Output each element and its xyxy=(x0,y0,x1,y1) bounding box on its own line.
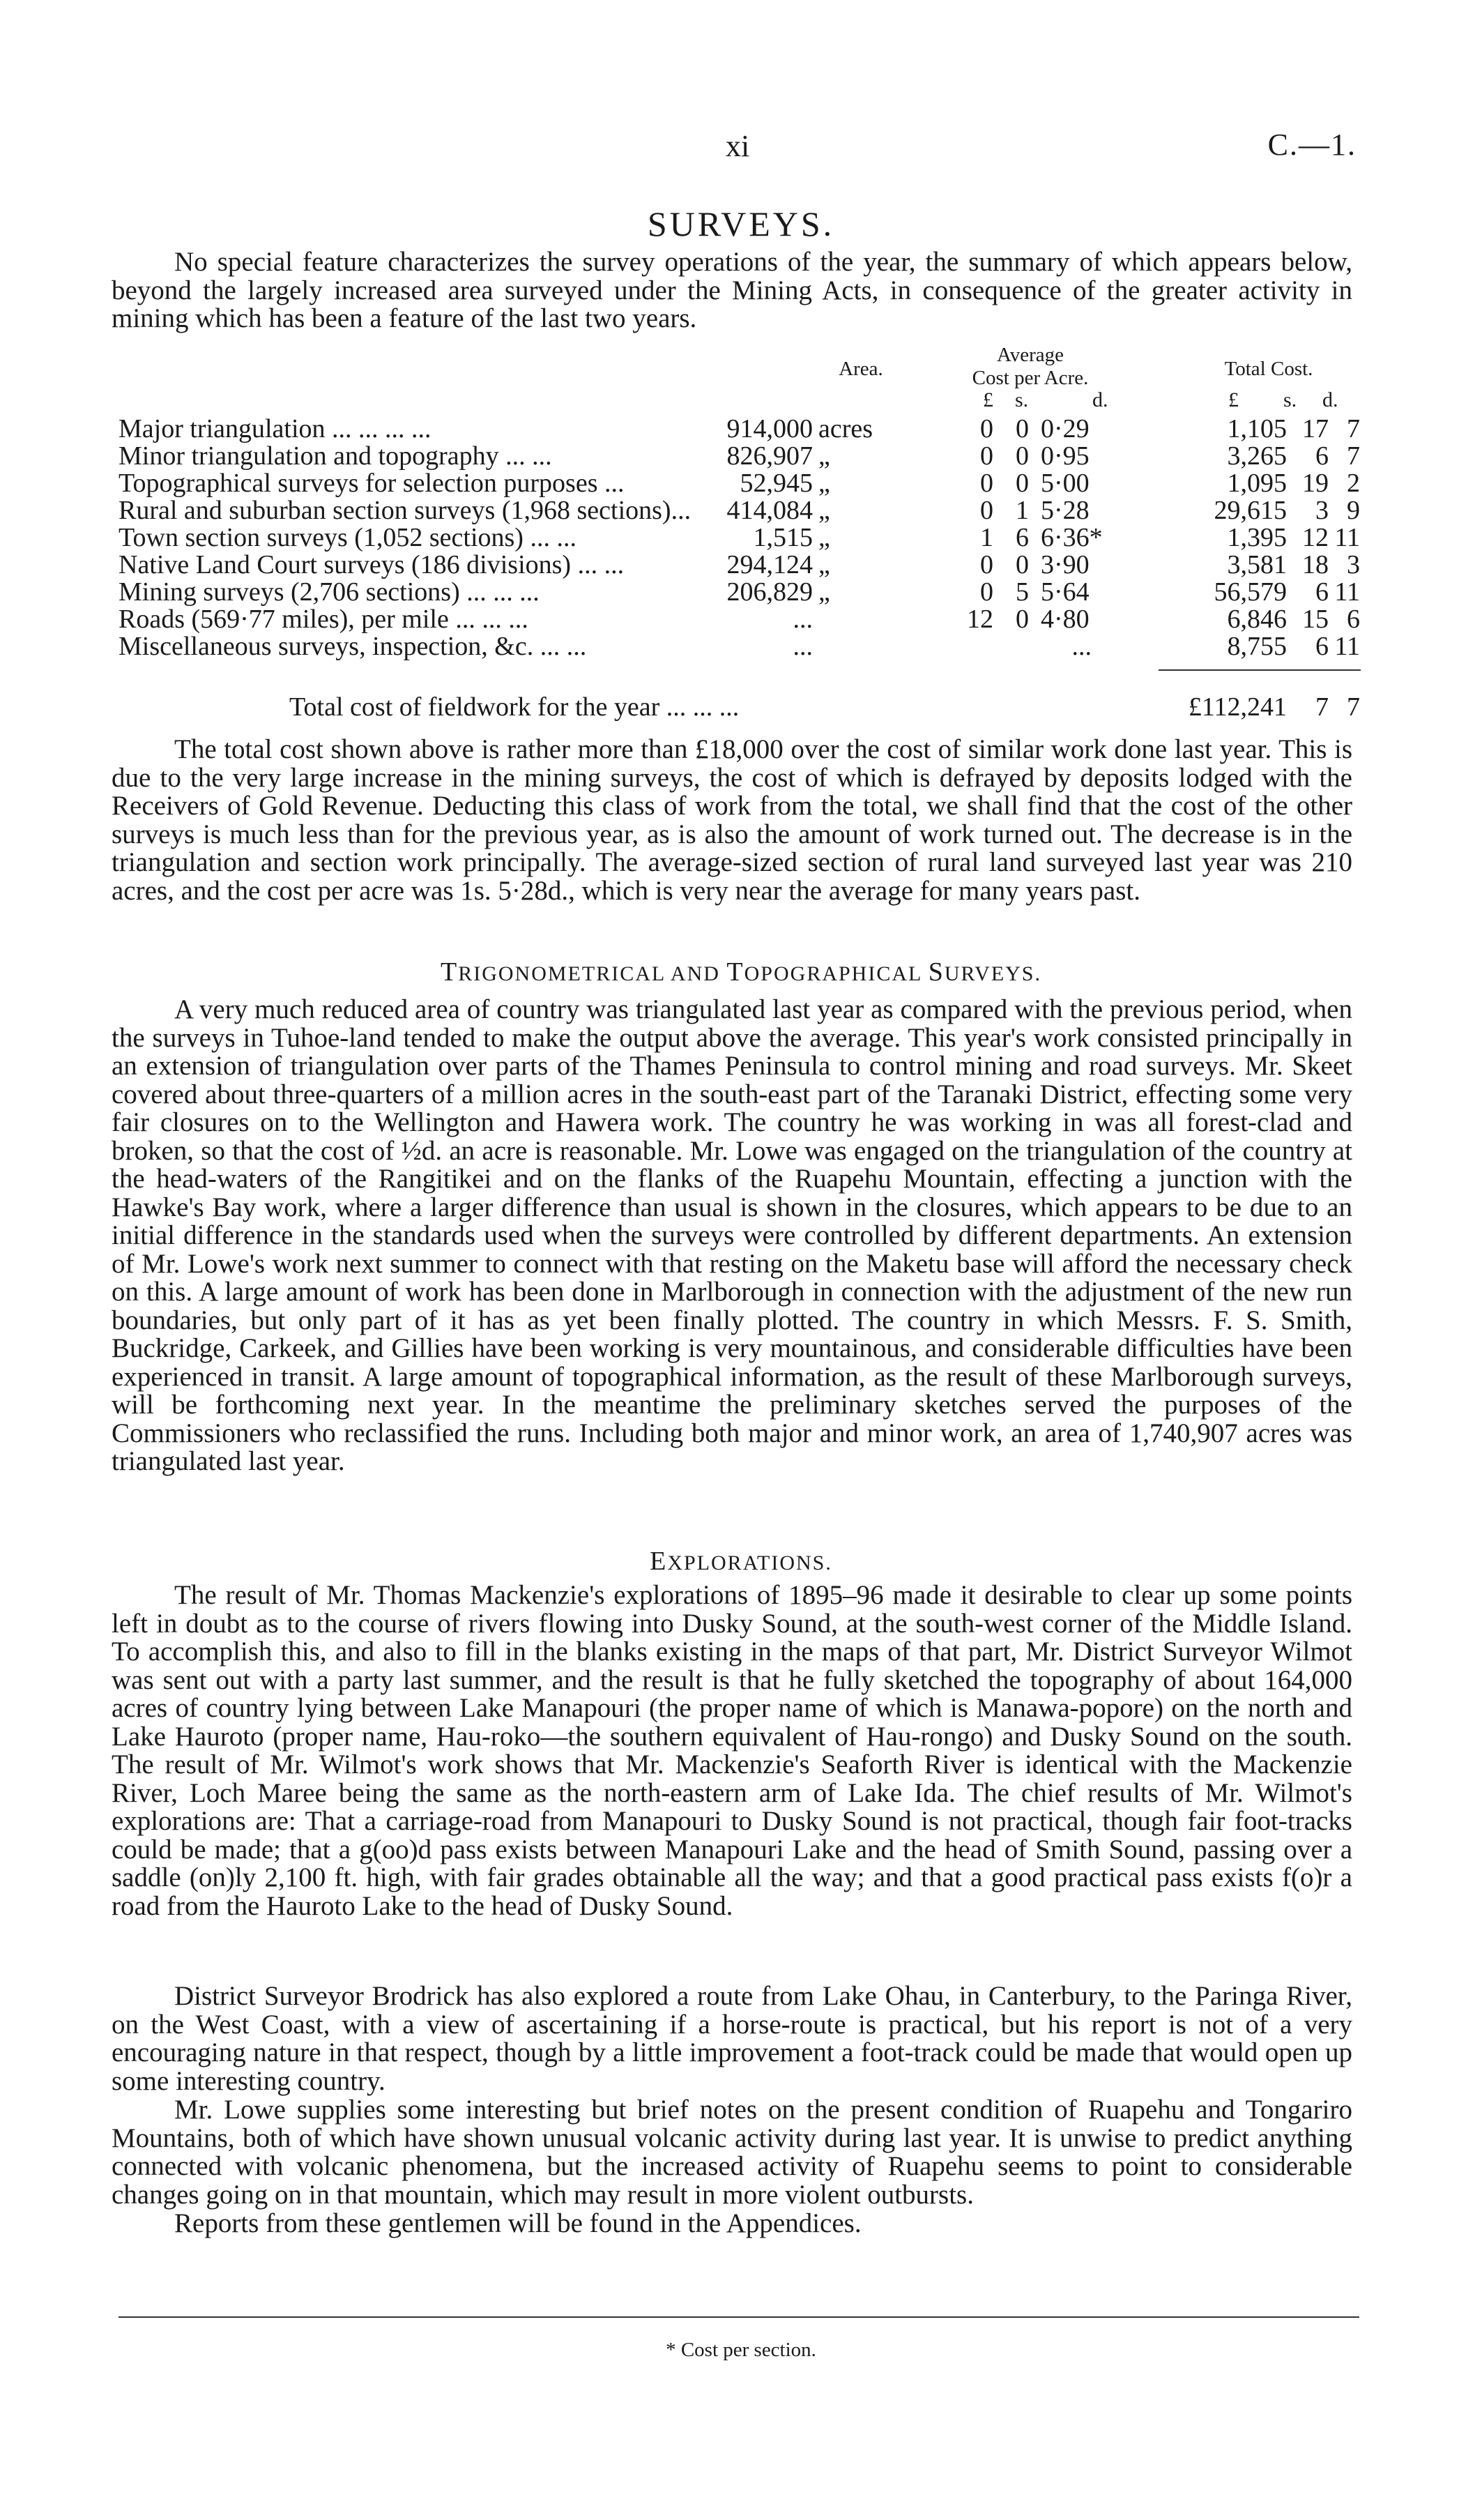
unit-total-pounds: £ xyxy=(1228,388,1239,411)
row-total-pence: 11 xyxy=(1334,523,1360,552)
row-area: 52,945 xyxy=(740,469,813,498)
row-shillings: 0 xyxy=(1016,469,1029,498)
row-total-shillings: 15 xyxy=(1302,605,1329,634)
table-header-total: Total Cost. xyxy=(1224,358,1313,380)
table-header-average xyxy=(947,344,1114,390)
row-unit: „ xyxy=(818,496,830,525)
explorations-paragraph-3: Mr. Lowe supplies some interesting but brief notes on the present condition of Ruapehu and Tongariro Mountains, both of which have shown unusual volcanic activity during last year. It is unwise to predict anything connected with volcanic phenomena, but the increased activity of Ruapehu seems to point to considerable changes going on in that mountain, which may result in more violent outbursts. xyxy=(112,2095,1352,2210)
trigonometrical-paragraph: A very much reduced area of country was triangulated last year as compared with the previous period, when the surveys in Tuhoe-land tended to make the output above the average. This year's work consisted principally in an extension of triangulation over parts of the Thames Peninsula to control mining and road surveys. Mr. Skeet covered about three-quarters of a million acres in the south-east part of the Taranaki District, effecting some very fair closures on to the Wellington and Hawera work. The country he was working in was all forest-clad and broken, so that the cost of ½d. an acre is reasonable. Mr. Lowe was engaged on the triangulation of the country at the head-waters of the Rangitikei and on the flanks of the Ruapehu Mountain, effecting a junction with the Hawke's Bay work, where a larger difference than usual is shown in the closures, which appears to be due to an initial difference in the standards used when the surveys were controlled by different departments. An extension of Mr. Lowe's work next summer to connect with that resting on the Maketu base will afford the necessary check on this. A large amount of work has been done in Marlborough in connection with the adjustment of the new run boundaries, but only part of it has as yet been finally plotted. The country in which Messrs. F. S. Smith, Buckridge, Carkeek, and Gillies have been working is very mountainous, and considerable difficulties have been experienced in transit. A large amount of topographical information, as the result of these Marlborough surveys, will be forthcoming next year. In the meantime the preliminary sketches served the purposes of the Commissioners who reclassified the runs. Including both major and minor work, an area of 1,740,907 acres was triangulated last year. xyxy=(112,994,1352,1476)
row-area: ... xyxy=(793,605,813,634)
row-unit: acres xyxy=(818,414,873,443)
table-row xyxy=(0,579,1482,605)
total-shillings: 7 xyxy=(1315,692,1329,722)
row-total-shillings: 18 xyxy=(1302,550,1329,579)
row-total-shillings: 3 xyxy=(1315,496,1329,525)
row-area: 914,000 xyxy=(726,414,813,443)
heading-letter: E xyxy=(650,1547,668,1576)
row-total-pence: 9 xyxy=(1347,496,1360,525)
total-label: Total cost of fieldwork for the year ... ... ... xyxy=(289,692,740,722)
row-unit: „ xyxy=(818,469,830,498)
row-total-pounds: 3,265 xyxy=(1227,441,1287,471)
row-total-pounds: 1,105 xyxy=(1227,414,1287,443)
table-row xyxy=(0,633,1482,660)
row-shillings: 5 xyxy=(1016,577,1029,607)
row-total-pence: 6 xyxy=(1347,605,1360,634)
row-total-shillings: 6 xyxy=(1315,632,1329,661)
row-unit: „ xyxy=(818,577,830,607)
row-total-pounds: 3,581 xyxy=(1227,550,1287,579)
row-label: Rural and suburban section surveys (1,968 sections)... xyxy=(119,496,692,525)
table-units-row xyxy=(0,387,1482,413)
heading-text: RIGONOMETRICAL AND xyxy=(458,962,727,985)
row-area: 206,829 xyxy=(726,577,813,607)
row-total-pounds: 29,615 xyxy=(1214,496,1287,525)
heading-text: OPOGRAPHICAL xyxy=(744,962,929,985)
row-unit: „ xyxy=(818,523,830,552)
row-total-pounds: 56,579 xyxy=(1214,577,1287,607)
row-total-pence: 7 xyxy=(1347,441,1360,471)
section-heading-trigonometrical xyxy=(0,957,1482,987)
row-total-pence: 3 xyxy=(1347,550,1360,579)
row-area: 294,124 xyxy=(726,550,813,579)
footnote: * Cost per section. xyxy=(666,2339,816,2361)
row-pounds: 0 xyxy=(980,496,993,525)
explorations-paragraph-2: District Surveyor Brodrick has also explored a route from Lake Ohau, in Canterbury, to the Paringa River, on the West Coast, with a view of ascertaining if a horse-route is practical, but his report is not of a very encouraging nature in that respect, though by a little improvement a foot-track could be made that would open up some interesting country. xyxy=(112,1981,1352,2096)
row-pence: 4·80 xyxy=(1041,605,1090,634)
page-title: SURVEYS. xyxy=(647,204,835,243)
table-row xyxy=(0,416,1482,442)
row-pounds: 0 xyxy=(980,550,993,579)
table-row xyxy=(0,552,1482,578)
table-row xyxy=(0,524,1482,551)
table-row xyxy=(0,443,1482,469)
total-pounds: £112,241 xyxy=(1188,692,1287,722)
row-label: Topographical surveys for selection purposes ... xyxy=(119,469,625,498)
row-pence: 0·29 xyxy=(1041,414,1090,443)
document-reference: C.—1. xyxy=(1267,128,1357,162)
row-unit: „ xyxy=(818,441,830,471)
row-pence: 5·00 xyxy=(1041,469,1090,498)
row-total-pence: 7 xyxy=(1347,414,1360,443)
row-total-shillings: 6 xyxy=(1315,441,1329,471)
row-label: Roads (569·77 miles), per mile ... ... ... xyxy=(119,605,528,634)
row-pence: 3·90 xyxy=(1041,550,1090,579)
table-header-average-line1: Average xyxy=(996,344,1064,366)
unit-total-pence: d. xyxy=(1322,388,1338,411)
unit-total-shillings: s. xyxy=(1283,388,1297,411)
row-pence: 5·28 xyxy=(1041,496,1090,525)
row-total-pounds: 1,095 xyxy=(1227,469,1287,498)
explorations-paragraph-4: Reports from these gentlemen will be found in the Appendices. xyxy=(174,2208,862,2238)
page-number: xi xyxy=(726,129,750,163)
row-shillings: 0 xyxy=(1016,605,1029,634)
total-cost-paragraph: The total cost shown above is rather more than £18,000 over the cost of similar work done last year. This is due to the very large increase in the mining surveys, the cost of which is defrayed by deposits lodged with the Receivers of Gold Revenue. Deducting this class of work from the total, we shall find that the cost of the other surveys is much less than for the previous year, as is also the amount of work turned out. The decrease is in the triangulation and section work principally. The average-sized section of rural land surveyed last year was 210 acres, and the cost per acre was 1s. 5·28d., which is very near the average for many years past. xyxy=(112,734,1352,906)
row-label: Minor triangulation and topography ... ... xyxy=(119,441,552,471)
row-pounds: 0 xyxy=(980,414,993,443)
unit-pence: d. xyxy=(1092,388,1108,411)
row-label: Miscellaneous surveys, inspection, &c. ... ... xyxy=(119,632,587,661)
row-label: Town section surveys (1,052 sections) ... ... xyxy=(119,523,576,552)
total-rule xyxy=(1159,669,1361,671)
heading-text: URVEYS. xyxy=(944,962,1041,985)
row-total-shillings: 6 xyxy=(1315,577,1329,607)
section-heading-explorations xyxy=(0,1546,1482,1577)
row-total-shillings: 19 xyxy=(1302,469,1329,498)
row-total-pounds: 6,846 xyxy=(1227,605,1287,634)
table-row xyxy=(0,470,1482,496)
row-shillings: 6 xyxy=(1016,523,1029,552)
row-shillings: 0 xyxy=(1016,441,1029,471)
row-area: 826,907 xyxy=(726,441,813,471)
row-pence: 5·64 xyxy=(1041,577,1090,607)
row-label: Native Land Court surveys (186 divisions) ... ... xyxy=(119,550,625,579)
unit-shillings: s. xyxy=(1015,388,1029,411)
row-total-shillings: 12 xyxy=(1302,523,1329,552)
footnote-rule xyxy=(119,2316,1359,2318)
row-shillings: ... xyxy=(1071,632,1092,661)
row-label: Mining surveys (2,706 sections) ... ... ... xyxy=(119,577,540,607)
row-area: 414,084 xyxy=(726,496,813,525)
table-row xyxy=(0,497,1482,524)
table-row xyxy=(0,606,1482,632)
row-pence: 0·95 xyxy=(1041,441,1090,471)
table-header-average-line2: Cost per Acre. xyxy=(972,367,1089,389)
row-total-pence: 11 xyxy=(1334,577,1360,607)
row-label: Major triangulation ... ... ... ... xyxy=(119,414,431,443)
row-total-pence: 11 xyxy=(1334,632,1360,661)
row-total-pence: 2 xyxy=(1347,469,1360,498)
total-pence: 7 xyxy=(1347,692,1360,722)
explorations-paragraph-1: The result of Mr. Thomas Mackenzie's explorations of 1895–96 made it desirable to clear up some points left in doubt as to the course of rivers flowing into Dusky Sound, at the south-west corner of the Middle Island. To accomplish this, and also to fill in the blanks existing in the maps of that part, Mr. District Surveyor Wilmot was sent out with a party last summer, and the result is that he fully sketched the topography of about 164,000 acres of country lying between Lake Manapouri (the proper name of which is Manawa-popore) on the north and Lake Hauroto (proper name, Hau-roko—the southern equivalent of Hau-rongo) and Dusky Sound on the south. The result of Mr. Wilmot's work shows that Mr. Mackenzie's Seaforth River is identical with the Mackenzie River, Loch Maree being the same as the north-eastern arm of Lake Ida. The chief results of Mr. Wilmot's explorations are: That a carriage-road from Manapouri to Dusky Sound is not practical, though fair foot-tracks could be made; that a g(oo)d pass exists between Manapouri Lake and the head of Smith Sound, passing over a saddle (on)ly 2,100 ft. high, with fair grades obtainable all the way; and that a good practical pass exists f(o)r a road from the Hauroto Lake to the head of Dusky Sound. xyxy=(112,1580,1352,1921)
row-total-pounds: 1,395 xyxy=(1227,523,1287,552)
heading-text: XPLORATIONS. xyxy=(667,1551,832,1574)
row-pounds: 1 xyxy=(980,523,993,552)
row-shillings: 1 xyxy=(1016,496,1029,525)
row-pence: 6·36* xyxy=(1041,523,1103,552)
table-total-row xyxy=(0,694,1482,720)
row-pounds: 0 xyxy=(980,469,993,498)
row-area: 1,515 xyxy=(753,523,813,552)
intro-paragraph: No special feature characterizes the survey operations of the year, the summary of which appears below, beyond the largely increased area surveyed under the Mining Acts, in consequence of the greater activity in mining which has been a feature of the last two years. xyxy=(112,247,1352,333)
row-total-pounds: 8,755 xyxy=(1227,632,1287,661)
unit-pounds: £ xyxy=(983,388,993,411)
row-shillings: 0 xyxy=(1016,550,1029,579)
row-pounds: 0 xyxy=(980,577,993,607)
heading-letter: T xyxy=(440,957,459,987)
table-header-area: Area. xyxy=(839,358,883,380)
row-pounds: 0 xyxy=(980,441,993,471)
row-pounds: 12 xyxy=(967,605,993,634)
row-shillings: 0 xyxy=(1016,414,1029,443)
row-area: ... xyxy=(793,632,813,661)
heading-letter: S xyxy=(928,957,945,987)
row-total-shillings: 17 xyxy=(1302,414,1329,443)
row-unit: „ xyxy=(818,550,830,579)
heading-letter: T xyxy=(726,957,744,987)
